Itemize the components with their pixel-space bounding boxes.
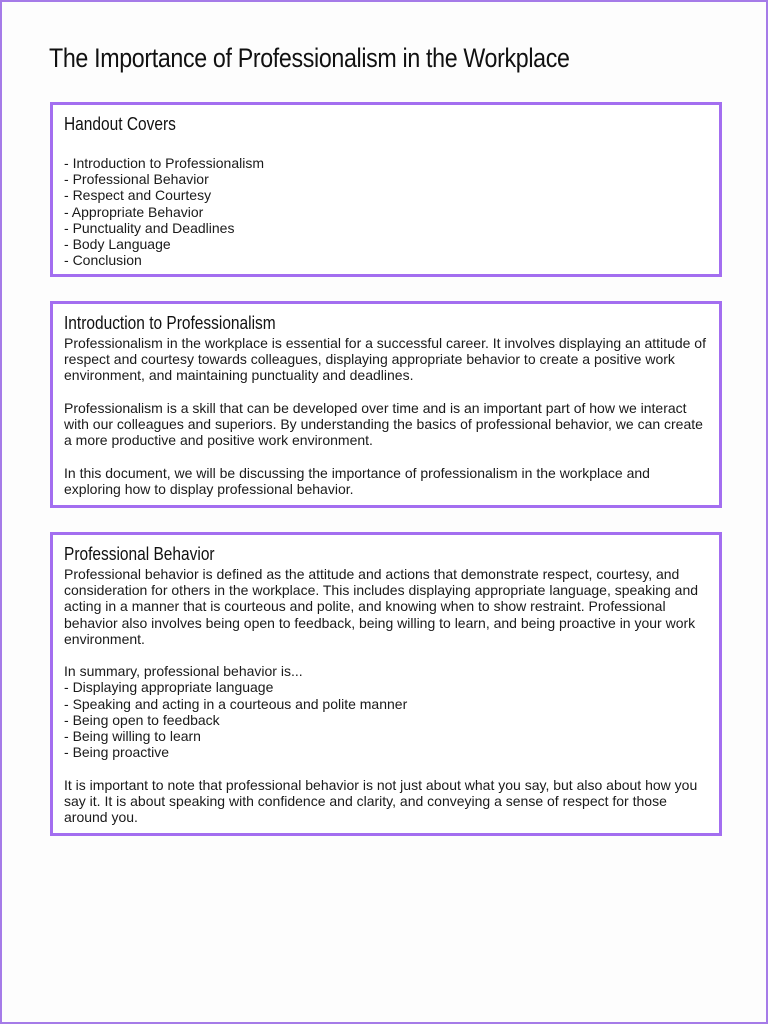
summary-list: [64, 679, 707, 760]
list-item: - Appropriate Behavior: [64, 204, 707, 220]
list-item: - Being open to feedback: [64, 712, 707, 728]
list-item: - Body Language: [64, 236, 707, 252]
spacer: [64, 448, 707, 464]
list-item: - Speaking and acting in a courteous and polite manner: [64, 696, 707, 712]
introduction-section: [50, 301, 722, 508]
handout-covers-section: [50, 102, 722, 277]
list-item: - Punctuality and Deadlines: [64, 220, 707, 236]
handout-covers-heading: Handout Covers: [64, 114, 176, 134]
spacer: [64, 384, 707, 400]
paragraph: In this document, we will be discussing the importance of professionalism in the workplace and exploring how to display professional behavior.: [64, 464, 650, 497]
paragraph: Professionalism is a skill that can be developed over time and is an important part of how we interact with our colleagues and superiors. By understanding the basics of professional behavior, we can create a more productive and positive work environment.: [64, 399, 703, 449]
spacer: [64, 760, 707, 776]
professional-behavior-heading: Professional Behavior: [64, 544, 215, 564]
handout-covers-list: [64, 155, 707, 268]
paragraph: It is important to note that professional behavior is not just about what you say, but also about how you say it. It is about speaking with confidence and clarity, and conveying a sense of respect for those around you.: [64, 776, 698, 826]
list-item: - Conclusion: [64, 252, 707, 268]
list-item: - Being proactive: [64, 744, 707, 760]
list-item: - Respect and Courtesy: [64, 187, 707, 203]
paragraph: Professionalism in the workplace is essential for a successful career. It involves displaying an attitude of respect and courtesy towards colleagues, displaying appropriate behavior to create a positive work environment, and maintaining punctuality and deadlines.: [64, 335, 706, 384]
summary-intro: In summary, professional behavior is...: [64, 663, 303, 680]
list-item: - Introduction to Professionalism: [64, 155, 707, 171]
list-item: - Being willing to learn: [64, 728, 707, 744]
spacer: [64, 647, 707, 663]
list-item: - Displaying appropriate language: [64, 679, 707, 695]
introduction-heading: Introduction to Professionalism: [64, 313, 276, 333]
professional-behavior-section: [50, 532, 722, 836]
list-item: - Professional Behavior: [64, 171, 707, 187]
document-title: The Importance of Professionalism in the Workplace: [49, 43, 570, 73]
paragraph: Professional behavior is defined as the attitude and actions that demonstrate respect, courtesy, and consideration for others in the workplace. This includes displaying appropriate language, speaking and acting in a manner that is courteous and polite, and knowing when to show restraint. Professional behavior also involves being open to feedback, being willing to learn, and being proactive in your work environment.: [64, 566, 699, 647]
